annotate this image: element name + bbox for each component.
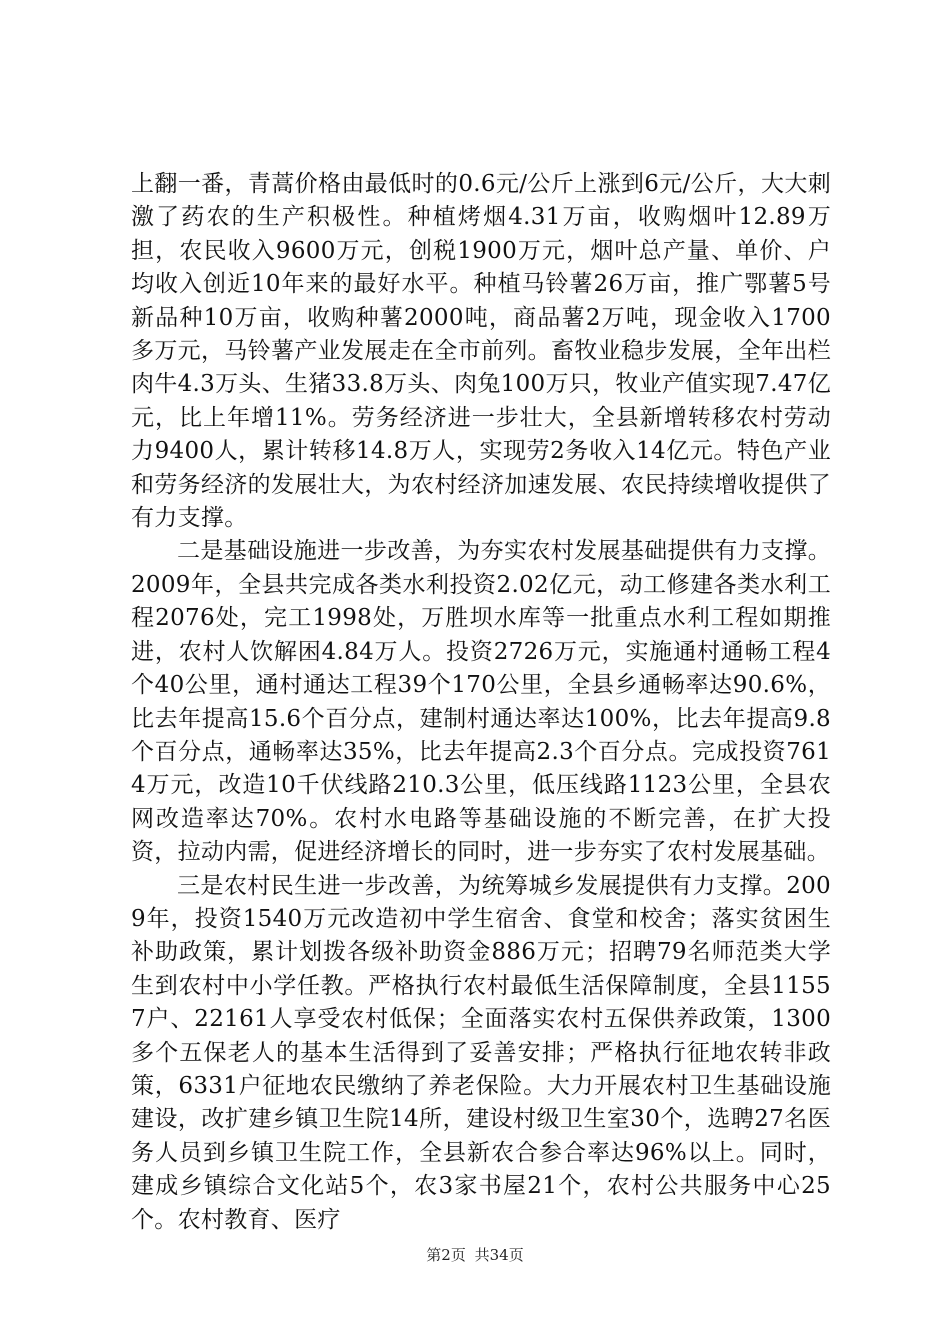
page-total: 共34页 [474, 1246, 524, 1264]
paragraph-1: 上翻一番，青蒿价格由最低时的0.6元/公斤上涨到6元/公斤，大大刺激了药农的生产积极性。种植烤烟4.31万亩，收购烟叶12.89万担，农民收入9600万元，创税1900万元，烟叶总产量、单价、户均收入创近10年来的最好水平。种植马铃薯26万亩，推广鄂薯5号新品种10万亩，收购种薯2000吨，商品薯2万吨，现金收入1700多万元，马铃薯产业发展走在全市前列。畜牧业稳步发展，全年出栏肉牛4.3万头、生猪33.8万头、肉兔100万只，牧业产值实现7.47亿元，比上年增11%。劳务经济进一步壮大，全县新增转移农村劳动力9400人，累计转移14.8万人，实现劳2务收入14亿元。特色产业和劳务经济的发展壮大，为农村经济加速发展、农民持续增收提供了有力支撑。 [131, 171, 831, 532]
paragraph-3: 三是农村民生进一步改善，为统筹城乡发展提供有力支撑。2009年，投资1540万元改造初中学生宿舍、食堂和校舍；落实贫困生补助政策，累计划拨各级补助资金886万元；招聘79名师范类大学生到农村中小学任教。严格执行农村最低生活保障制度，全县11557户、22161人享受农村低保；全面落实农村五保供养政策，1300多个五保老人的基本生活得到了妥善安排；严格执行征地农转非政策，6331户征地农民缴纳了养老保险。大力开展农村卫生基础设施建设，改扩建乡镇卫生院14所，建设村级卫生室30个，选聘27名医务人员到乡镇卫生院工作，全县新农合参合率达96%以上。同时，建成乡镇综合文化站5个，农3家书屋21个，农村公共服务中心25个。农村教育、医疗 [131, 872, 831, 1233]
paragraph-2: 二是基础设施进一步改善，为夯实农村发展基础提供有力支撑。2009年，全县共完成各类水利投资2.02亿元，动工修建各类水利工程2076处，完工1998处，万胜坝水库等一批重点水利工程如期推进，农村人饮解困4.84万人。投资2726万元，实施通村通畅工程4个40公里，通村通达工程39个170公里，全县乡通畅率达90.6%，比去年提高15.6个百分点，建制村通达率达100%，比去年提高9.8个百分点，通畅率达35%，比去年提高2.3个百分点。完成投资7614万元，改造10千伏线路210.3公里，低压线路1123公里，全县农网改造率达70%。农村水电路等基础设施的不断完善，在扩大投资，拉动内需，促进经济增长的同时，进一步夯实了农村发展基础。 [131, 538, 831, 866]
page-number: 第2页 [426, 1246, 466, 1264]
body-text [131, 168, 831, 1237]
page-footer [0, 1244, 950, 1265]
